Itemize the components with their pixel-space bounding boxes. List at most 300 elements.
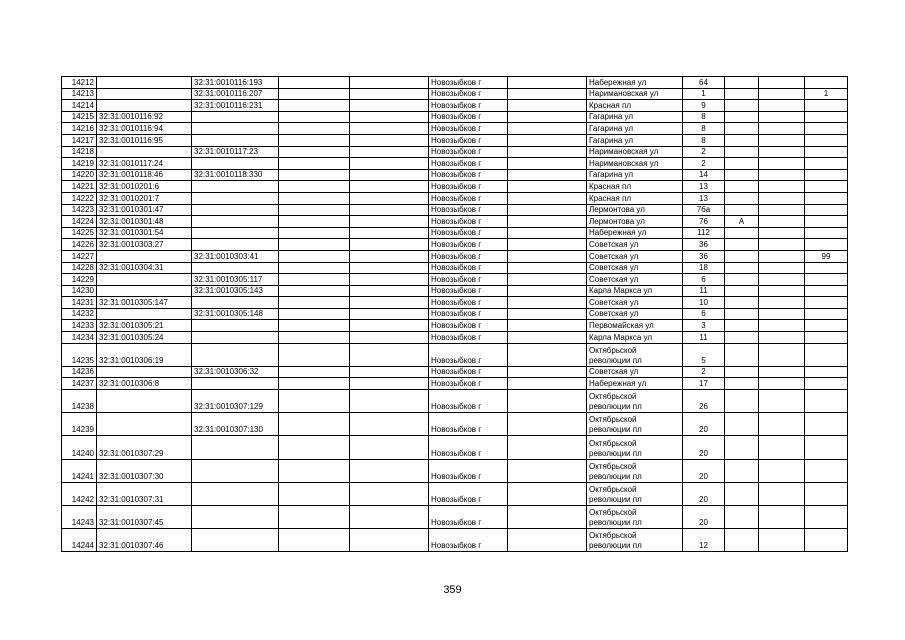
- cell-building-letter: [725, 88, 759, 100]
- cell-col-11: [759, 169, 805, 181]
- cell-apartment: [805, 297, 848, 309]
- cell-street: Карла Маркса ул: [587, 285, 683, 297]
- cell-col-5: [350, 100, 429, 112]
- cell-row-number: 14235: [62, 343, 97, 366]
- cell-house-number: 20: [683, 459, 725, 482]
- cell-house-number: 20: [683, 482, 725, 505]
- cell-settlement: Новозыбков г: [429, 436, 508, 459]
- cell-col-5: [350, 459, 429, 482]
- cell-col-7: [508, 204, 587, 216]
- cell-house-number: 11: [683, 285, 725, 297]
- cell-apartment: 1: [805, 88, 848, 100]
- cell-apartment: [805, 320, 848, 332]
- cell-col-4: [279, 204, 350, 216]
- cell-house-number: 1: [683, 88, 725, 100]
- cell-cadastral-number-building: [192, 158, 279, 170]
- cell-settlement: Новозыбков г: [429, 77, 508, 89]
- cell-col-5: [350, 88, 429, 100]
- table-row: [62, 77, 848, 89]
- cell-col-5: [350, 297, 429, 309]
- cell-row-number: 14213: [62, 88, 97, 100]
- cell-cadastral-number-building: 32:31:0010118:330: [192, 169, 279, 181]
- cell-col-7: [508, 134, 587, 146]
- cell-street: Советская ул: [587, 366, 683, 378]
- table-row: [62, 390, 848, 413]
- cell-house-number: 6: [683, 308, 725, 320]
- cell-settlement: Новозыбков г: [429, 134, 508, 146]
- cell-row-number: 14238: [62, 390, 97, 413]
- cell-building-letter: [725, 262, 759, 274]
- cell-apartment: [805, 216, 848, 228]
- table-body: [62, 77, 848, 552]
- cell-house-number: 18: [683, 262, 725, 274]
- cell-building-letter: [725, 146, 759, 158]
- cell-row-number: 14233: [62, 320, 97, 332]
- cell-cadastral-number: 32:31:0010301:54: [97, 227, 192, 239]
- cell-row-number: 14243: [62, 505, 97, 528]
- cell-col-11: [759, 123, 805, 135]
- cell-cadastral-number: [97, 285, 192, 297]
- cell-col-5: [350, 227, 429, 239]
- cell-col-7: [508, 192, 587, 204]
- cell-col-4: [279, 216, 350, 228]
- cell-building-letter: [725, 308, 759, 320]
- cell-cadastral-number: [97, 413, 192, 436]
- cell-row-number: 14226: [62, 239, 97, 251]
- cell-col-7: [508, 239, 587, 251]
- cell-building-letter: [725, 181, 759, 193]
- cell-cadastral-number-building: [192, 320, 279, 332]
- cell-street: Карла Маркса ул: [587, 332, 683, 344]
- table-row: [62, 123, 848, 135]
- cell-col-5: [350, 239, 429, 251]
- cell-col-11: [759, 134, 805, 146]
- cell-cadastral-number-building: [192, 111, 279, 123]
- cell-col-11: [759, 100, 805, 112]
- cell-col-11: [759, 216, 805, 228]
- cell-col-11: [759, 262, 805, 274]
- cell-col-4: [279, 332, 350, 344]
- cell-row-number: 14230: [62, 285, 97, 297]
- cell-settlement: Новозыбков г: [429, 111, 508, 123]
- cell-apartment: [805, 262, 848, 274]
- cell-house-number: 8: [683, 123, 725, 135]
- table-row: [62, 285, 848, 297]
- cell-cadastral-number-building: 32:31:0010117:23: [192, 146, 279, 158]
- cell-col-7: [508, 308, 587, 320]
- cell-col-11: [759, 308, 805, 320]
- table-row: [62, 332, 848, 344]
- cell-col-11: [759, 529, 805, 552]
- cell-row-number: 14221: [62, 181, 97, 193]
- cell-settlement: Новозыбков г: [429, 262, 508, 274]
- cell-cadastral-number: 32:31:0010301:47: [97, 204, 192, 216]
- cell-row-number: 14225: [62, 227, 97, 239]
- cell-cadastral-number-building: [192, 297, 279, 309]
- cell-col-7: [508, 169, 587, 181]
- cell-apartment: [805, 158, 848, 170]
- cell-settlement: Новозыбков г: [429, 285, 508, 297]
- cell-street: Лермонтова ул: [587, 204, 683, 216]
- cell-col-11: [759, 227, 805, 239]
- cell-row-number: 14242: [62, 482, 97, 505]
- cell-settlement: Новозыбков г: [429, 123, 508, 135]
- cell-apartment: [805, 459, 848, 482]
- cell-col-11: [759, 204, 805, 216]
- cell-cadastral-number: 32:31:0010305:24: [97, 332, 192, 344]
- cell-col-5: [350, 320, 429, 332]
- cell-street: Наримановская ул: [587, 146, 683, 158]
- cell-apartment: [805, 146, 848, 158]
- cell-col-7: [508, 343, 587, 366]
- cell-col-11: [759, 77, 805, 89]
- cell-apartment: [805, 274, 848, 286]
- cell-col-11: [759, 343, 805, 366]
- cell-row-number: 14231: [62, 297, 97, 309]
- cell-house-number: 13: [683, 181, 725, 193]
- cell-col-5: [350, 390, 429, 413]
- cell-house-number: 12: [683, 529, 725, 552]
- cell-col-4: [279, 366, 350, 378]
- cell-col-11: [759, 332, 805, 344]
- cell-street: Октябрьской революции пл: [587, 343, 683, 366]
- cell-cadastral-number-building: [192, 332, 279, 344]
- cell-col-4: [279, 181, 350, 193]
- cell-apartment: 99: [805, 250, 848, 262]
- table-row: [62, 250, 848, 262]
- cell-settlement: Новозыбков г: [429, 482, 508, 505]
- cell-row-number: 14229: [62, 274, 97, 286]
- cell-col-7: [508, 413, 587, 436]
- cell-col-7: [508, 227, 587, 239]
- cell-cadastral-number: 32:31:0010301:48: [97, 216, 192, 228]
- cell-col-11: [759, 146, 805, 158]
- cell-col-7: [508, 436, 587, 459]
- cell-house-number: 11: [683, 332, 725, 344]
- table-row: [62, 505, 848, 528]
- cell-col-5: [350, 332, 429, 344]
- cell-building-letter: [725, 77, 759, 89]
- cell-building-letter: [725, 123, 759, 135]
- cell-row-number: 14224: [62, 216, 97, 228]
- cell-settlement: Новозыбков г: [429, 216, 508, 228]
- table-row: [62, 111, 848, 123]
- cell-col-7: [508, 482, 587, 505]
- cell-col-4: [279, 529, 350, 552]
- cell-apartment: [805, 308, 848, 320]
- cell-row-number: 14215: [62, 111, 97, 123]
- cell-house-number: 2: [683, 158, 725, 170]
- cell-cadastral-number-building: [192, 181, 279, 193]
- cell-col-7: [508, 88, 587, 100]
- table-row: [62, 239, 848, 251]
- table-row: [62, 134, 848, 146]
- cell-street: Советская ул: [587, 297, 683, 309]
- cell-street: Советская ул: [587, 262, 683, 274]
- cell-col-4: [279, 169, 350, 181]
- cell-cadastral-number: 32:31:0010307:46: [97, 529, 192, 552]
- cell-street: Красная пл: [587, 192, 683, 204]
- cell-cadastral-number: 32:31:0010303:27: [97, 239, 192, 251]
- cell-settlement: Новозыбков г: [429, 459, 508, 482]
- cell-col-4: [279, 482, 350, 505]
- cell-col-7: [508, 158, 587, 170]
- cell-building-letter: [725, 100, 759, 112]
- cell-cadastral-number: 32:31:0010306:19: [97, 343, 192, 366]
- cell-settlement: Новозыбков г: [429, 390, 508, 413]
- table-row: [62, 88, 848, 100]
- cell-cadastral-number-building: [192, 192, 279, 204]
- cell-street: Октябрьской революции пл: [587, 505, 683, 528]
- cell-street: Первомайская ул: [587, 320, 683, 332]
- registry-table: [61, 76, 848, 552]
- cell-col-5: [350, 169, 429, 181]
- table-row: [62, 216, 848, 228]
- cell-street: Октябрьской революции пл: [587, 413, 683, 436]
- cell-cadastral-number-building: [192, 529, 279, 552]
- cell-settlement: Новозыбков г: [429, 250, 508, 262]
- cell-house-number: 8: [683, 111, 725, 123]
- table-row: [62, 158, 848, 170]
- cell-apartment: [805, 332, 848, 344]
- cell-building-letter: [725, 505, 759, 528]
- cell-col-4: [279, 123, 350, 135]
- cell-street: Набережная ул: [587, 77, 683, 89]
- cell-street: Октябрьской революции пл: [587, 436, 683, 459]
- cell-cadastral-number-building: 32:31:0010305:117: [192, 274, 279, 286]
- cell-apartment: [805, 366, 848, 378]
- cell-house-number: 36: [683, 250, 725, 262]
- table-row: [62, 227, 848, 239]
- cell-apartment: [805, 123, 848, 135]
- cell-cadastral-number-building: [192, 204, 279, 216]
- cell-apartment: [805, 390, 848, 413]
- cell-building-letter: [725, 274, 759, 286]
- table-row: [62, 343, 848, 366]
- cell-col-11: [759, 88, 805, 100]
- cell-building-letter: [725, 192, 759, 204]
- cell-apartment: [805, 169, 848, 181]
- table-row: [62, 146, 848, 158]
- cell-house-number: 112: [683, 227, 725, 239]
- cell-col-4: [279, 262, 350, 274]
- cell-building-letter: [725, 111, 759, 123]
- cell-settlement: Новозыбков г: [429, 308, 508, 320]
- cell-cadastral-number: 32:31:0010118:46: [97, 169, 192, 181]
- table-row: [62, 482, 848, 505]
- cell-building-letter: [725, 413, 759, 436]
- cell-cadastral-number-building: 32:31:0010116:231: [192, 100, 279, 112]
- cell-col-5: [350, 285, 429, 297]
- cell-apartment: [805, 413, 848, 436]
- cell-building-letter: А: [725, 216, 759, 228]
- table-row: [62, 459, 848, 482]
- table-row: [62, 529, 848, 552]
- cell-house-number: 3: [683, 320, 725, 332]
- cell-cadastral-number: [97, 274, 192, 286]
- cell-cadastral-number-building: [192, 123, 279, 135]
- cell-house-number: 9: [683, 100, 725, 112]
- cell-col-5: [350, 529, 429, 552]
- cell-col-11: [759, 366, 805, 378]
- cell-col-11: [759, 158, 805, 170]
- cell-col-4: [279, 320, 350, 332]
- cell-col-5: [350, 134, 429, 146]
- cell-street: Гагарина ул: [587, 111, 683, 123]
- cell-cadastral-number-building: [192, 262, 279, 274]
- cell-building-letter: [725, 204, 759, 216]
- cell-building-letter: [725, 529, 759, 552]
- cell-cadastral-number: [97, 390, 192, 413]
- cell-col-4: [279, 459, 350, 482]
- cell-cadastral-number-building: [192, 134, 279, 146]
- cell-col-4: [279, 100, 350, 112]
- cell-settlement: Новозыбков г: [429, 320, 508, 332]
- cell-cadastral-number-building: 32:31:0010306:32: [192, 366, 279, 378]
- cell-settlement: Новозыбков г: [429, 100, 508, 112]
- cell-house-number: 5: [683, 343, 725, 366]
- cell-building-letter: [725, 332, 759, 344]
- cell-house-number: 17: [683, 378, 725, 390]
- cell-settlement: Новозыбков г: [429, 146, 508, 158]
- cell-row-number: 14240: [62, 436, 97, 459]
- cell-col-4: [279, 378, 350, 390]
- cell-row-number: 14244: [62, 529, 97, 552]
- cell-cadastral-number: 32:31:0010201:7: [97, 192, 192, 204]
- cell-settlement: Новозыбков г: [429, 413, 508, 436]
- cell-col-7: [508, 274, 587, 286]
- cell-col-5: [350, 505, 429, 528]
- cell-settlement: Новозыбков г: [429, 88, 508, 100]
- cell-row-number: 14217: [62, 134, 97, 146]
- cell-cadastral-number: 32:31:0010117:24: [97, 158, 192, 170]
- cell-row-number: 14212: [62, 77, 97, 89]
- cell-col-5: [350, 274, 429, 286]
- cell-cadastral-number: [97, 250, 192, 262]
- cell-apartment: [805, 77, 848, 89]
- cell-building-letter: [725, 297, 759, 309]
- table-row: [62, 436, 848, 459]
- cell-settlement: Новозыбков г: [429, 343, 508, 366]
- cell-building-letter: [725, 320, 759, 332]
- cell-col-11: [759, 285, 805, 297]
- cell-col-7: [508, 285, 587, 297]
- cell-cadastral-number: [97, 100, 192, 112]
- cell-cadastral-number-building: 32:31:0010303:41: [192, 250, 279, 262]
- cell-settlement: Новозыбков г: [429, 274, 508, 286]
- cell-cadastral-number: 32:31:0010201:6: [97, 181, 192, 193]
- cell-house-number: 2: [683, 146, 725, 158]
- cell-row-number: 14220: [62, 169, 97, 181]
- cell-street: Октябрьской революции пл: [587, 390, 683, 413]
- cell-cadastral-number-building: [192, 227, 279, 239]
- cell-apartment: [805, 100, 848, 112]
- cell-col-5: [350, 413, 429, 436]
- cell-col-7: [508, 111, 587, 123]
- cell-building-letter: [725, 390, 759, 413]
- cell-row-number: 14228: [62, 262, 97, 274]
- cell-settlement: Новозыбков г: [429, 366, 508, 378]
- cell-street: Красная пл: [587, 181, 683, 193]
- cell-cadastral-number-building: [192, 343, 279, 366]
- cell-house-number: 76: [683, 216, 725, 228]
- cell-col-5: [350, 308, 429, 320]
- cell-col-7: [508, 250, 587, 262]
- cell-col-7: [508, 77, 587, 89]
- cell-building-letter: [725, 134, 759, 146]
- cell-col-7: [508, 216, 587, 228]
- cell-cadastral-number-building: 32:31:0010305:148: [192, 308, 279, 320]
- table-row: [62, 308, 848, 320]
- cell-street: Гагарина ул: [587, 169, 683, 181]
- cell-col-4: [279, 250, 350, 262]
- cell-col-5: [350, 111, 429, 123]
- cell-col-7: [508, 366, 587, 378]
- cell-col-7: [508, 320, 587, 332]
- cell-col-5: [350, 146, 429, 158]
- cell-cadastral-number: 32:31:0010116:95: [97, 134, 192, 146]
- cell-cadastral-number: 32:31:0010307:31: [97, 482, 192, 505]
- cell-street: Красная пл: [587, 100, 683, 112]
- cell-street: Гагарина ул: [587, 134, 683, 146]
- cell-settlement: Новозыбков г: [429, 332, 508, 344]
- cell-apartment: [805, 204, 848, 216]
- table-row: [62, 413, 848, 436]
- cell-settlement: Новозыбков г: [429, 297, 508, 309]
- cell-cadastral-number-building: [192, 505, 279, 528]
- cell-cadastral-number: 32:31:0010305:21: [97, 320, 192, 332]
- cell-apartment: [805, 239, 848, 251]
- cell-col-11: [759, 459, 805, 482]
- cell-col-4: [279, 274, 350, 286]
- cell-street: Лермонтова ул: [587, 216, 683, 228]
- cell-col-5: [350, 262, 429, 274]
- cell-row-number: 14216: [62, 123, 97, 135]
- cell-house-number: 14: [683, 169, 725, 181]
- cell-house-number: 36: [683, 239, 725, 251]
- table-row: [62, 100, 848, 112]
- cell-apartment: [805, 111, 848, 123]
- table-row: [62, 262, 848, 274]
- cell-apartment: [805, 343, 848, 366]
- cell-cadastral-number: 32:31:0010307:45: [97, 505, 192, 528]
- cell-building-letter: [725, 459, 759, 482]
- cell-cadastral-number-building: 32:31:0010116:207: [192, 88, 279, 100]
- cell-cadastral-number: [97, 308, 192, 320]
- cell-street: Набережная ул: [587, 227, 683, 239]
- table-row: [62, 320, 848, 332]
- cell-street: Октябрьской революции пл: [587, 529, 683, 552]
- cell-col-4: [279, 146, 350, 158]
- cell-col-11: [759, 378, 805, 390]
- cell-apartment: [805, 134, 848, 146]
- cell-cadastral-number-building: [192, 482, 279, 505]
- cell-col-4: [279, 308, 350, 320]
- cell-col-4: [279, 343, 350, 366]
- cell-cadastral-number: 32:31:0010304:31: [97, 262, 192, 274]
- cell-apartment: [805, 505, 848, 528]
- cell-cadastral-number: 32:31:0010307:29: [97, 436, 192, 459]
- cell-cadastral-number-building: 32:31:0010116:193: [192, 77, 279, 89]
- cell-house-number: 10: [683, 297, 725, 309]
- cell-settlement: Новозыбков г: [429, 239, 508, 251]
- cell-col-7: [508, 332, 587, 344]
- cell-col-11: [759, 320, 805, 332]
- cell-cadastral-number: 32:31:0010305:147: [97, 297, 192, 309]
- cell-col-5: [350, 77, 429, 89]
- cell-settlement: Новозыбков г: [429, 158, 508, 170]
- cell-col-5: [350, 158, 429, 170]
